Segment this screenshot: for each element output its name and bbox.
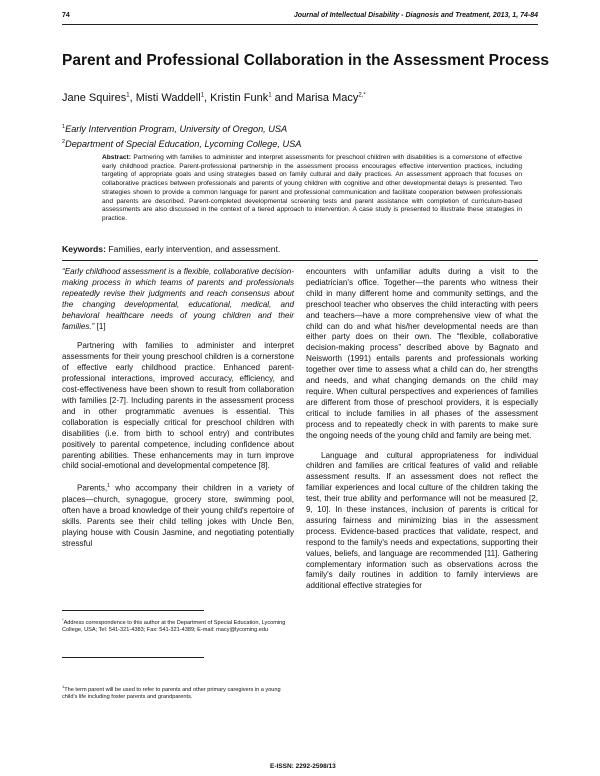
abstract [102, 154, 522, 224]
left-column [62, 267, 294, 558]
keywords-rule [62, 260, 538, 261]
author: Misti Waddell$^1$, [135, 92, 211, 104]
page-footer-issn: E-ISSN: 2292-2598/13 [270, 763, 336, 770]
paper-title: Parent and Professional Collaboration in the Assessment Process [62, 52, 549, 69]
paragraph: Partnering with families to administer and interpret assessments for their young preschool children is a cornerstone of effective early childhood practice. Enhanced parent-professional interactions, improved accuracy, efficiency, and cost-effectiveness have been shown to result from collaboration with families [2-7]. Including parents in the assessment process and in other programmatic avenues is essential. This collaboration is especially critical for preschool children with disabilities (i.e. from birth to school entry) and contributes positively to parental competence, including confidence about parenting abilities. These enhancements may in turn improve child social-emotional and developmental competence [8]. [62, 341, 294, 471]
paragraph: encounters with unfamiliar adults during a visit to the pediatrician's office. Together—the parents who witness their child in many different home and community settings, and the preschool teacher who observes the child interacting with peers and teachers—have a more comprehensive view of what the child can do and what his/her developmental needs are than either party does on their own. The “flexible, collaborative decision-making process” described above by Bagnato and Neisworth (1991) entails parents and professionals working together over time to assess what a child can do, her strengths and needs, and what changing demands on the child may require. When cultural perspectives and experiences of families are different from those of preschool providers, it is especially critical to include families in all phases of the assessment process and to repeatedly check in with parents to make sure the ongoing needs of the young child and family are being met. [306, 267, 538, 440]
term-footnote: $^1$The term parent will be used to refer to parents and other primary caregivers in a young child's life including foster parents and grandparents. [62, 684, 281, 700]
header-rule [62, 24, 538, 25]
abstract-text: Partnering with families to administer and interpret assessments for preschool children with disabilities is a cornerstone of effective early childhood practice. Parent-professional partnership in the assessment process encourages effective intervention practices, including targeting of appropriate goals and using strategies based on family cultural and daily practices. An assessment approach that focuses on collaborative practices between professionals and parents of young children with cognitive and other developmental delays is presented. Two strategies shown to provide a common language for parent and professional communication and facilitate cooperation between professionals and parents are described. Parent-completed developmental screening tests and parent assistance with completion of curriculum-based assessments are also discussed in the context of a tiered approach to intervention. A case study is presented to illustrate these strategies in practice. [102, 154, 522, 222]
affiliation: $^1$Early Intervention Program, University of Oregon, USA [62, 124, 288, 135]
footnote-rule [62, 610, 204, 611]
author: Marisa Macy$^{2,*}$ [296, 92, 366, 104]
author: Jane Squires$^1$, [62, 92, 136, 104]
paragraph: Parents,$^1$ who accompany their children in a variety of places—church, synagogue, grocery store, swimming pool, often have a broad knowledge of their young child's repertoire of skills. Parents see their child telling jokes with Uncle Ben, playing house with Cousin Jasmine, and negotiating potentially stressful [62, 483, 294, 548]
paragraph: Language and cultural appropriateness for individual children and families are critical features of valid and reliable assessment results. If an assessment does not reflect the familiar experiences and local culture of the children taking the test, their true ability and performance will not be measured [2, 9, 10]. In these instances, inclusion of parents is critical for assuring fairness and minimizing bias in the assessment process. Evidence-based practices that validate, respect, and respond to the family's needs and expectations, supporting their values, beliefs, and language are recommended [11]. Gathering complementary information such as observations across the family's daily routines in addition to family interviews are additional effective strategies for [306, 450, 538, 591]
page-number: 74 [62, 12, 70, 19]
journal-citation: Journal of Intellectual Disability - Diagnosis and Treatment, 2013, 1, 74-84 [293, 12, 538, 19]
right-column [306, 267, 538, 601]
footnote-rule [62, 657, 204, 658]
running-header [62, 8, 538, 22]
keywords-text: Families, early intervention, and assessment. [108, 244, 281, 254]
keywords [62, 244, 538, 254]
abstract-label: Abstract: [102, 154, 131, 161]
affiliation: $^2$Department of Special Education, Lycoming College, USA [62, 139, 302, 150]
correspondence-footnote: *Address correspondence to this author at the Department of Special Education, Lycoming College, USA; Tel: 541-321-4383; Fax: 541-321-4389; E-mail: macy@lycoming.edu [62, 617, 286, 633]
author-list [62, 92, 538, 104]
keywords-label: Keywords: [62, 244, 106, 254]
epigraph-quote: “Early childhood assessment is a flexible, collaborative decision-making process in which teams of parents and professionals repeatedly revise their judgments and reach consensus about the changing developmental, educational, medical, and behavioral healthcare needs of young children and their families.” [1] [62, 267, 294, 331]
author: Kristin Funk$^1$ and [210, 92, 297, 104]
